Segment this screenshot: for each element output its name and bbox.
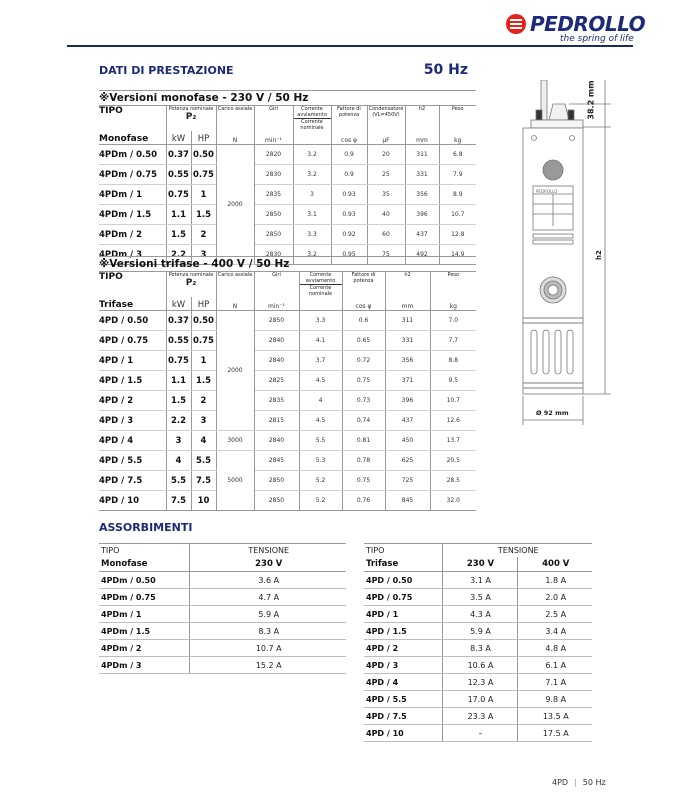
condensatore-header: Condensatore (VL=450V): [367, 106, 405, 132]
model-name: 4PD / 4: [364, 674, 442, 691]
peso: 12.8: [439, 225, 476, 245]
footer-model: 4PD: [552, 778, 569, 787]
current-230v: 5.9 A: [189, 606, 346, 623]
unit-min: min⁻¹: [254, 131, 293, 145]
table-row: [364, 606, 592, 623]
current-230v: 4.7 A: [189, 589, 346, 606]
current-400v: 2.5 A: [517, 606, 592, 623]
current-400v: 6.1 A: [517, 657, 592, 674]
table-row: [364, 674, 592, 691]
monofase-label: Monofase: [99, 131, 166, 145]
h2-header: h2: [385, 272, 430, 298]
h2: 450: [385, 431, 430, 451]
monofase-title: ※Versioni monofase - 230 V / 50 Hz: [99, 91, 476, 106]
diameter-label: Ø 92 mm: [536, 409, 569, 417]
h2: 331: [405, 165, 439, 185]
model-name: 4PD / 3: [99, 411, 166, 431]
power-kw: 1.5: [166, 225, 191, 245]
h2: 845: [385, 491, 430, 511]
giri: 2850: [254, 471, 299, 491]
giri: 2845: [254, 451, 299, 471]
table-row: [364, 589, 592, 606]
power-kw: 1.5: [166, 391, 191, 411]
power-hp: 2: [191, 391, 216, 411]
h2: 396: [405, 205, 439, 225]
power-hp: 1: [191, 185, 216, 205]
unit-hp: HP: [191, 131, 216, 145]
model-name: 4PD / 0.50: [99, 311, 166, 331]
pump-drawing: [505, 80, 625, 510]
condensatore: 35: [367, 185, 405, 205]
power-kw: 7.5: [166, 491, 191, 511]
current-230v: 3.1 A: [442, 572, 517, 589]
current-230v: 8.3 A: [442, 640, 517, 657]
current-230v: –: [442, 725, 517, 742]
cos-phi: 0.73: [342, 391, 385, 411]
condensatore: 75: [367, 245, 405, 265]
v230-header: 230 V: [189, 557, 346, 572]
cos-phi: 0.9: [331, 145, 367, 165]
assorbimenti-monofase-table: [99, 543, 346, 674]
power-hp: 2: [191, 225, 216, 245]
unit-blank: [293, 131, 331, 145]
h2: 311: [405, 145, 439, 165]
peso: 9.5: [430, 371, 476, 391]
power-hp: 3: [191, 411, 216, 431]
current-400v: 9.8 A: [517, 691, 592, 708]
h2: 437: [405, 225, 439, 245]
carico-header: Carico assiale: [216, 106, 254, 132]
model-name: 4PDm / 1: [99, 185, 166, 205]
model-name: 4PDm / 0.50: [99, 572, 189, 589]
peso: 8.8: [430, 351, 476, 371]
peso-header: Peso: [447, 272, 460, 278]
model-name: 4PD / 0.75: [99, 331, 166, 351]
pedrollo-logo: [506, 8, 646, 44]
h2: 625: [385, 451, 430, 471]
peso: 7.9: [439, 165, 476, 185]
table-row: [99, 606, 346, 623]
corrente-ratio: 5.2: [299, 471, 342, 491]
table-row: [364, 572, 592, 589]
unit-cos: cos φ: [331, 131, 367, 145]
h2-header: h2: [405, 106, 439, 132]
giri: 2830: [254, 245, 293, 265]
table-row: [99, 431, 476, 451]
model-name: 4PDm / 3: [99, 657, 189, 674]
power-kw: 0.37: [166, 145, 191, 165]
current-230v: 15.2 A: [189, 657, 346, 674]
current-230v: 23.3 A: [442, 708, 517, 725]
h2: 725: [385, 471, 430, 491]
dim-top: [586, 80, 596, 120]
table-row: [364, 691, 592, 708]
power-hp: 0.50: [191, 311, 216, 331]
cos-phi: 0.9: [331, 165, 367, 185]
cos-phi: 0.75: [342, 371, 385, 391]
h2: 356: [385, 351, 430, 371]
h2: 396: [385, 391, 430, 411]
tensione-header: TENSIONE: [442, 544, 592, 558]
model-name: 4PD / 2: [99, 391, 166, 411]
footer: 4PD | 50 Hz: [552, 778, 606, 787]
model-name: 4PDm / 2: [99, 640, 189, 657]
giri: 2815: [254, 411, 299, 431]
cos-phi: 0.65: [342, 331, 385, 351]
current-400v: 1.8 A: [517, 572, 592, 589]
condensatore: 25: [367, 165, 405, 185]
peso: 7.0: [430, 311, 476, 331]
current-230v: 12.3 A: [442, 674, 517, 691]
current-400v: 2.0 A: [517, 589, 592, 606]
giri: 2820: [254, 145, 293, 165]
peso: 8.9: [439, 185, 476, 205]
model-name: 4PDm / 2: [99, 225, 166, 245]
brand-mark-icon: [506, 14, 526, 34]
model-name: 4PD / 2: [364, 640, 442, 657]
monofase-label: Monofase: [99, 557, 189, 572]
carico-assiale: 3000: [216, 431, 254, 451]
power-kw: 2.2: [166, 245, 191, 265]
cos-phi: 0.92: [331, 225, 367, 245]
peso: 20.5: [430, 451, 476, 471]
table-row: [99, 331, 476, 351]
giri: 2840: [254, 331, 299, 351]
corrente-ratio: 3.2: [293, 165, 331, 185]
cos-phi: 0.76: [342, 491, 385, 511]
table-row: [99, 145, 476, 165]
unit-kg: kg: [439, 131, 476, 145]
tipo-header: TIPO: [99, 106, 123, 116]
model-name: 4PD / 7.5: [99, 471, 166, 491]
giri: 2825: [254, 371, 299, 391]
model-name: 4PDm / 0.75: [99, 589, 189, 606]
current-230v: 5.9 A: [442, 623, 517, 640]
current-400v: 7.1 A: [517, 674, 592, 691]
current-230v: 4.3 A: [442, 606, 517, 623]
trifase-table: [99, 256, 476, 511]
cos-phi: 0.78: [342, 451, 385, 471]
giri: 2850: [254, 491, 299, 511]
cos-phi: 0.6: [342, 311, 385, 331]
section-title: DATI DI PRESTAZIONE: [99, 64, 234, 77]
peso: 13.7: [430, 431, 476, 451]
tipo-header: TIPO: [99, 272, 123, 282]
unit-kg: kg: [430, 297, 476, 311]
carico-header: Carico assiale: [216, 272, 254, 298]
current-400v: 13.5 A: [517, 708, 592, 725]
table-row: [364, 657, 592, 674]
current-400v: 17.5 A: [517, 725, 592, 742]
tensione-header: TENSIONE: [189, 544, 346, 558]
model-name: 4PD / 7.5: [364, 708, 442, 725]
table-row: [364, 640, 592, 657]
frequency-label: 50 Hz: [423, 62, 468, 78]
trifase-title: ※Versioni trifase - 400 V / 50 Hz: [99, 257, 476, 272]
brand-name: PEDROLLO: [530, 12, 646, 36]
current-400v: 3.4 A: [517, 623, 592, 640]
table-row: [99, 411, 476, 431]
pump-outline-icon: [505, 80, 625, 510]
model-name: 4PD / 5.5: [364, 691, 442, 708]
unit-kw: kW: [166, 131, 191, 145]
power-kw: 1.1: [166, 205, 191, 225]
table-row: [99, 471, 476, 491]
unit-kw: kW: [166, 297, 191, 311]
carico-assiale: 2000: [216, 145, 254, 265]
model-name: 4PDm / 3: [99, 245, 166, 265]
dim-h2-label: h2: [595, 250, 603, 260]
current-230v: 17.0 A: [442, 691, 517, 708]
model-name: 4PDm / 1: [99, 606, 189, 623]
model-name: 4PD / 0.50: [364, 572, 442, 589]
model-name: 4PD / 1.5: [364, 623, 442, 640]
table-row: [99, 225, 476, 245]
table-row: [99, 491, 476, 511]
peso: 7.7: [430, 331, 476, 351]
corrente-ratio: 3.3: [299, 311, 342, 331]
potenza-header: Potenza nominale P₂: [166, 272, 216, 298]
power-hp: 1.5: [191, 371, 216, 391]
table-row: [99, 165, 476, 185]
tipo-header: TIPO: [99, 544, 189, 558]
model-name: 4PDm / 0.50: [99, 145, 166, 165]
table-row: [99, 657, 346, 674]
v400-header: 400 V: [517, 557, 592, 572]
giri: 2835: [254, 185, 293, 205]
table-row: [99, 572, 346, 589]
corrente-ratio: 4: [299, 391, 342, 411]
corrente-header: Corrente avviamento Corrente nominale: [293, 106, 331, 132]
carico-assiale: 5000: [216, 451, 254, 511]
corrente-ratio: 5.2: [299, 491, 342, 511]
peso: 10.7: [439, 205, 476, 225]
model-name: 4PD / 3: [364, 657, 442, 674]
peso: 6.8: [439, 145, 476, 165]
trifase-label: Trifase: [99, 297, 166, 311]
peso-header: Peso: [451, 106, 464, 112]
table-row: [364, 708, 592, 725]
current-230v: 3.6 A: [189, 572, 346, 589]
corrente-ratio: 4.5: [299, 411, 342, 431]
table-row: [99, 311, 476, 331]
corrente-ratio: 5.5: [299, 431, 342, 451]
power-kw: 4: [166, 451, 191, 471]
model-name: 4PD / 4: [99, 431, 166, 451]
giri: 2850: [254, 225, 293, 245]
giri-header: Giri: [254, 272, 299, 298]
giri: 2850: [254, 311, 299, 331]
model-name: 4PD / 1.5: [99, 371, 166, 391]
model-name: 4PD / 1: [99, 351, 166, 371]
current-230v: 10.6 A: [442, 657, 517, 674]
fattore-header: Fattore di potenza: [331, 106, 367, 132]
power-hp: 0.50: [191, 145, 216, 165]
power-kw: 5.5: [166, 471, 191, 491]
table-row: [99, 371, 476, 391]
model-name: 4PD / 1: [364, 606, 442, 623]
model-name: 4PD / 10: [99, 491, 166, 511]
current-230v: 8.3 A: [189, 623, 346, 640]
power-hp: 4: [191, 431, 216, 451]
table-row: [364, 623, 592, 640]
peso: 12.6: [430, 411, 476, 431]
power-hp: 1: [191, 351, 216, 371]
corrente-ratio: 3.7: [299, 351, 342, 371]
monofase-table: [99, 90, 476, 265]
model-name: 4PD / 0.75: [364, 589, 442, 606]
condensatore: 20: [367, 145, 405, 165]
h2: 331: [385, 331, 430, 351]
peso: 28.5: [430, 471, 476, 491]
model-name: 4PDm / 0.75: [99, 165, 166, 185]
power-hp: 5.5: [191, 451, 216, 471]
condensatore: 60: [367, 225, 405, 245]
table-row: [99, 623, 346, 640]
cos-phi: 0.72: [342, 351, 385, 371]
brand-tagline: the spring of life: [560, 34, 634, 44]
h2: 356: [405, 185, 439, 205]
giri: 2840: [254, 431, 299, 451]
h2: 371: [385, 371, 430, 391]
unit-cos: cos φ: [342, 297, 385, 311]
potenza-header: Potenza nominale P₂: [166, 106, 216, 132]
unit-blank: [299, 297, 342, 311]
table-row: [99, 451, 476, 471]
trifase-label: Trifase: [364, 557, 442, 572]
current-400v: 4.8 A: [517, 640, 592, 657]
unit-mm: mm: [385, 297, 430, 311]
cos-phi: 0.95: [331, 245, 367, 265]
power-hp: 3: [191, 245, 216, 265]
giri: 2850: [254, 205, 293, 225]
corrente-ratio: 4.5: [299, 371, 342, 391]
dim-top-label: 38.2 mm: [586, 80, 596, 120]
corrente-ratio: 5.3: [299, 451, 342, 471]
power-hp: 10: [191, 491, 216, 511]
unit-n: N: [216, 297, 254, 311]
corrente-ratio: 4.1: [299, 331, 342, 351]
power-kw: 0.75: [166, 185, 191, 205]
current-230v: 10.7 A: [189, 640, 346, 657]
h2: 492: [405, 245, 439, 265]
cos-phi: 0.93: [331, 205, 367, 225]
power-hp: 1.5: [191, 205, 216, 225]
giri-header: Giri: [254, 106, 293, 132]
corrente-ratio: 3.2: [293, 245, 331, 265]
model-name: 4PDm / 1.5: [99, 623, 189, 640]
table-row: [99, 185, 476, 205]
plate-brand: PEDROLLO: [536, 189, 558, 194]
model-name: 4PDm / 1.5: [99, 205, 166, 225]
power-hp: 0.75: [191, 165, 216, 185]
power-kw: 2.2: [166, 411, 191, 431]
giri: 2830: [254, 165, 293, 185]
corrente-ratio: 3.3: [293, 225, 331, 245]
assorbimenti-title: ASSORBIMENTI: [99, 521, 193, 534]
corrente-ratio: 3.2: [293, 145, 331, 165]
v230-header: 230 V: [442, 557, 517, 572]
power-kw: 0.37: [166, 311, 191, 331]
table-row: [99, 589, 346, 606]
unit-mm: mm: [405, 131, 439, 145]
assorbimenti-trifase-table: [364, 543, 592, 742]
footer-freq: 50 Hz: [582, 778, 606, 787]
power-kw: 0.55: [166, 331, 191, 351]
cos-phi: 0.81: [342, 431, 385, 451]
peso: 32.0: [430, 491, 476, 511]
power-kw: 1.1: [166, 371, 191, 391]
table-row: [99, 205, 476, 225]
peso: 14.9: [439, 245, 476, 265]
table-row: [99, 351, 476, 371]
power-hp: 0.75: [191, 331, 216, 351]
unit-n: N: [216, 131, 254, 145]
cos-phi: 0.74: [342, 411, 385, 431]
current-230v: 3.5 A: [442, 589, 517, 606]
model-name: 4PD / 10: [364, 725, 442, 742]
tipo-header: TIPO: [364, 544, 442, 558]
header-rule: [67, 45, 633, 47]
model-name: 4PD / 5.5: [99, 451, 166, 471]
table-row: [364, 725, 592, 742]
unit-uf: µF: [367, 131, 405, 145]
corrente-ratio: 3: [293, 185, 331, 205]
corrente-header: Corrente avviamento Corrente nominale: [299, 272, 342, 298]
table-row: [99, 391, 476, 411]
giri: 2840: [254, 351, 299, 371]
peso: 10.7: [430, 391, 476, 411]
table-row: [99, 640, 346, 657]
cos-phi: 0.93: [331, 185, 367, 205]
power-kw: 0.75: [166, 351, 191, 371]
unit-hp: HP: [191, 297, 216, 311]
corrente-ratio: 3.1: [293, 205, 331, 225]
cos-phi: 0.75: [342, 471, 385, 491]
giri: 2835: [254, 391, 299, 411]
fattore-header: Fattore di potenza: [342, 272, 385, 298]
h2: 437: [385, 411, 430, 431]
unit-min: min⁻¹: [254, 297, 299, 311]
power-kw: 0.55: [166, 165, 191, 185]
h2: 311: [385, 311, 430, 331]
power-kw: 3: [166, 431, 191, 451]
condensatore: 40: [367, 205, 405, 225]
carico-assiale: 2000: [216, 311, 254, 431]
power-hp: 7.5: [191, 471, 216, 491]
